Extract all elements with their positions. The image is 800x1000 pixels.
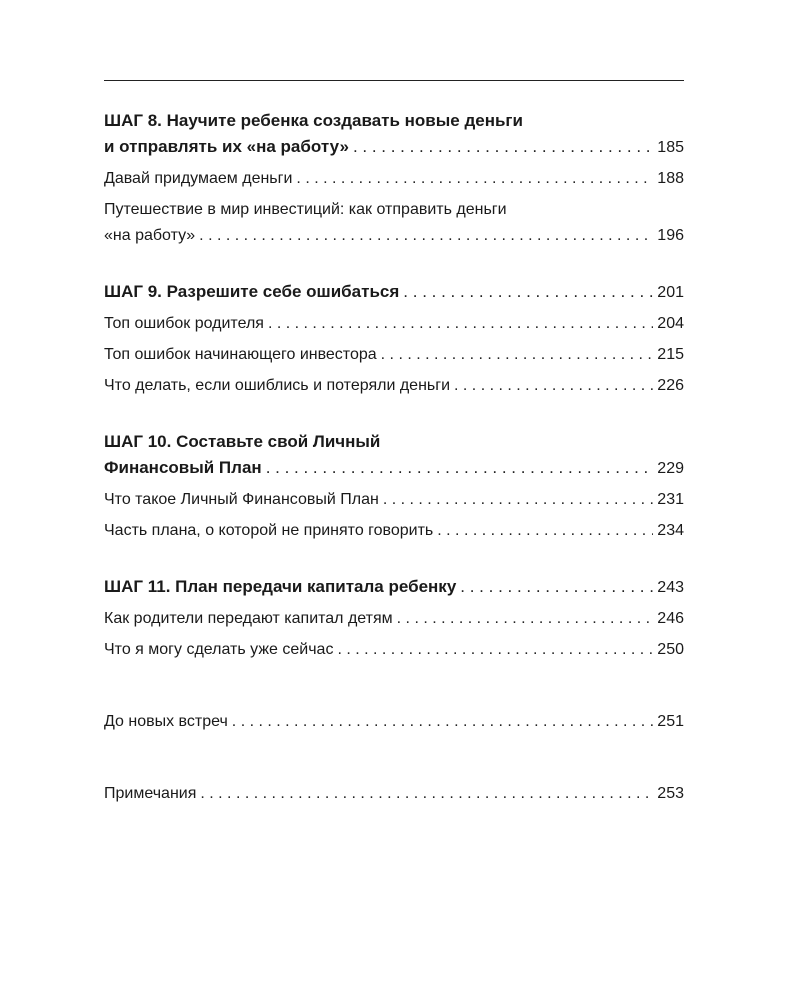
entry-label: Часть плана, о которой не принято говорить <box>104 522 434 539</box>
page-number: 185 <box>657 139 684 156</box>
dot-leader <box>199 223 653 249</box>
dot-leader <box>232 709 654 735</box>
page-number: 253 <box>657 785 684 802</box>
toc-entry[interactable] <box>104 311 684 337</box>
entry-title-line-2: Финансовый План <box>104 458 262 477</box>
page-number: 251 <box>657 713 684 730</box>
page-number: 250 <box>657 641 684 658</box>
toc-entry[interactable] <box>104 487 684 513</box>
chapter-step-11 <box>104 574 684 663</box>
dot-leader <box>337 637 653 663</box>
dot-leader <box>381 342 654 368</box>
entry-title-line-2: и отправлять их «на работу» <box>104 137 349 156</box>
toc-entry-step-8-title[interactable] <box>104 108 684 161</box>
dot-leader <box>353 134 653 160</box>
entry-label: Что такое Личный Финансовый План <box>104 491 379 508</box>
chapter-step-10 <box>104 429 684 544</box>
toc-entry-closing[interactable] <box>104 709 684 735</box>
toc-entry[interactable] <box>104 166 684 192</box>
top-rule <box>104 80 684 81</box>
entry-title: ШАГ 11. План передачи капитала ребенку <box>104 577 457 596</box>
dot-leader <box>268 311 653 337</box>
entry-label: Что я могу сделать уже сейчас <box>104 641 334 658</box>
entry-label-line-2: «на работу» <box>104 227 196 244</box>
dot-leader <box>397 606 654 632</box>
dot-leader <box>200 781 653 807</box>
toc-entry-step-9-title[interactable] <box>104 279 684 306</box>
chapter-step-8 <box>104 108 684 249</box>
page-number: 229 <box>657 460 684 477</box>
entry-title-line-1: ШАГ 8. Научите ребенка создавать новые деньги <box>104 111 523 130</box>
page-number: 234 <box>657 522 684 539</box>
dot-leader <box>437 518 653 544</box>
entry-label: До новых встреч <box>104 713 228 730</box>
entry-label: Топ ошибок начинающего инвестора <box>104 346 377 363</box>
page-number: 246 <box>657 610 684 627</box>
entry-label: Примечания <box>104 785 197 802</box>
page-number: 243 <box>657 579 684 596</box>
entry-label-line-1: Путешествие в мир инвестиций: как отправить деньги <box>104 201 507 218</box>
entry-label: Топ ошибок родителя <box>104 315 264 332</box>
toc-entry-step-11-title[interactable] <box>104 574 684 601</box>
page-number: 215 <box>657 346 684 363</box>
dot-leader <box>296 166 653 192</box>
page-number: 196 <box>657 227 684 244</box>
entry-label: Как родители передают капитал детям <box>104 610 393 627</box>
toc-entry[interactable] <box>104 342 684 368</box>
table-of-contents <box>104 108 684 807</box>
toc-entry[interactable] <box>104 197 684 249</box>
dot-leader <box>460 574 653 600</box>
page-number: 231 <box>657 491 684 508</box>
dot-leader <box>403 279 653 305</box>
toc-entry[interactable] <box>104 518 684 544</box>
entry-label: Давай придумаем деньги <box>104 170 293 187</box>
toc-entry-step-10-title[interactable] <box>104 429 684 482</box>
entry-title-line-1: ШАГ 10. Составьте свой Личный <box>104 432 381 451</box>
chapter-step-9 <box>104 279 684 399</box>
page-number: 204 <box>657 315 684 332</box>
page-number: 201 <box>657 284 684 301</box>
entry-label: Что делать, если ошиблись и потеряли деньги <box>104 377 451 394</box>
dot-leader <box>454 373 653 399</box>
toc-entry-notes[interactable] <box>104 781 684 807</box>
page-number: 226 <box>657 377 684 394</box>
page-number: 188 <box>657 170 684 187</box>
book-page <box>104 0 684 1000</box>
entry-title: ШАГ 9. Разрешите себе ошибаться <box>104 282 400 301</box>
toc-entry[interactable] <box>104 637 684 663</box>
dot-leader <box>266 455 654 481</box>
chapter-notes <box>104 781 684 807</box>
toc-entry[interactable] <box>104 606 684 632</box>
toc-entry[interactable] <box>104 373 684 399</box>
dot-leader <box>383 487 653 513</box>
chapter-closing <box>104 709 684 735</box>
